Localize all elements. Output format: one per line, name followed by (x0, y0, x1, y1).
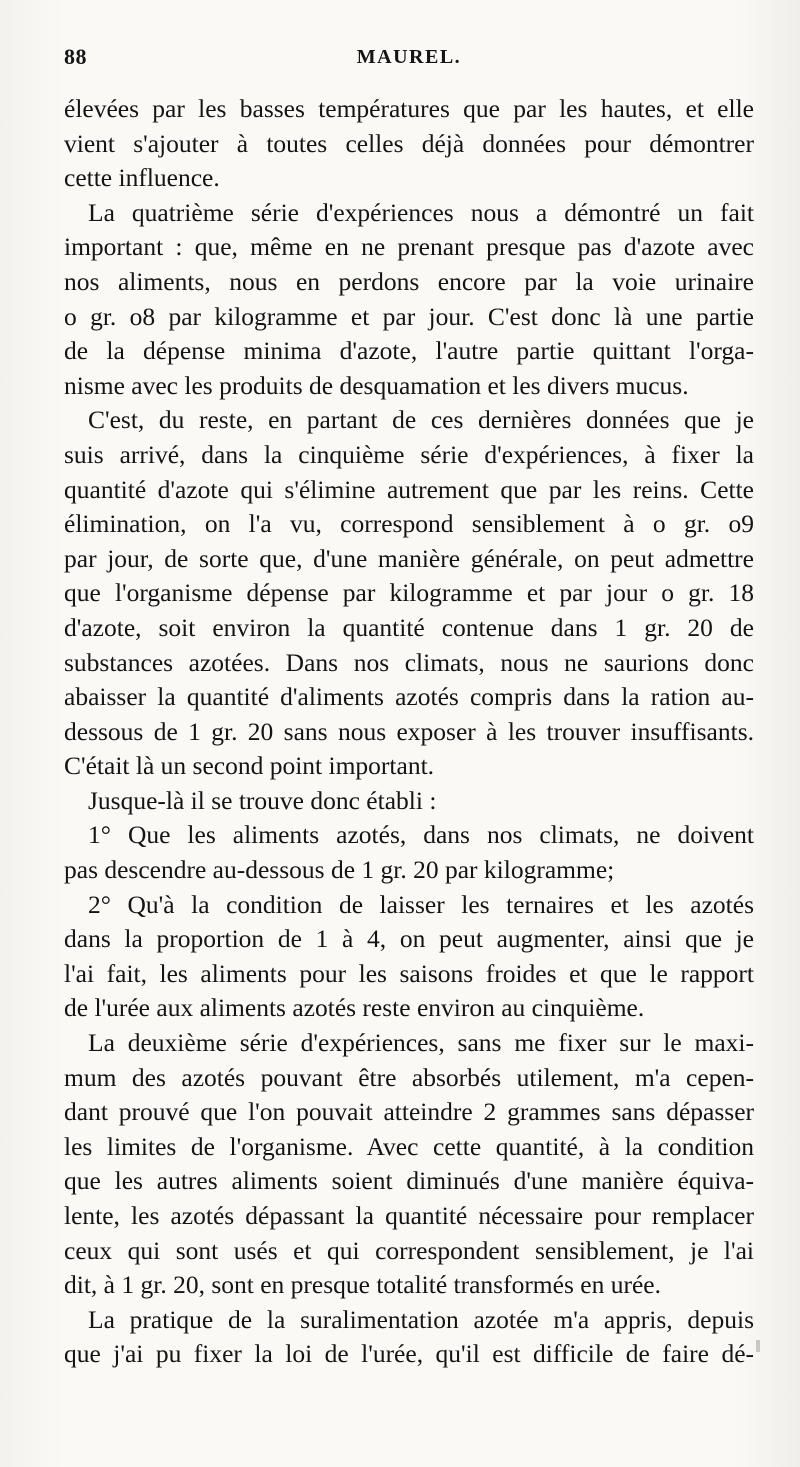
text-line: Jusque-là il se trouve donc établi : (88, 785, 437, 815)
text-line: suis arrivé, dans la cinquième série d'expériences, à fixer la (64, 439, 754, 469)
text-line: de la dépense minima d'azote, l'autre partie quittant l'orga- (64, 336, 754, 366)
text-line: élevées par les basses températures que par les hautes, et elle (64, 94, 754, 123)
text-line: élimination, on l'a vu, correspond sensiblement à o gr. o9 (64, 509, 754, 539)
text-line: l'ai fait, les aliments pour les saisons froides et que le rapport (64, 958, 754, 988)
text-line: La deuxième série d'expériences, sans me fixer sur le maxi- (88, 1028, 754, 1058)
text-line: important : que, même en ne prenant presque pas d'azote avec (64, 232, 754, 262)
text-line: mum des azotés pouvant être absorbés utilement, m'a cepen- (64, 1062, 754, 1092)
text-line: C'est, du reste, en partant de ces dernières données que je (88, 405, 754, 435)
text-line: de l'urée aux aliments azotés reste environ au cinquième. (64, 993, 645, 1023)
running-head: MAUREL. (356, 46, 462, 68)
text-line: La quatrième série d'expériences nous a démontré un fait (88, 197, 754, 227)
text-line: que les autres aliments soient diminués d'une manière équiva- (64, 1166, 754, 1196)
text-line: dans la proportion de 1 à 4, on peut augmenter, ainsi que je (64, 924, 754, 954)
text-line: 2° Qu'à la condition de laisser les ternaires et les azotés (88, 889, 754, 919)
text-line: dant prouvé que l'on pouvait atteindre 2 grammes sans dépasser (64, 1097, 754, 1127)
text-line: les limites de l'organisme. Avec cette quantité, à la condition (64, 1131, 754, 1161)
text-line: vient s'ajouter à toutes celles déjà données pour démontrer (64, 128, 754, 158)
text-line: La pratique de la suralimentation azotée m'a appris, depuis (88, 1304, 754, 1334)
text-line: cette influence. (64, 163, 220, 193)
text-line: 1° Que les aliments azotés, dans nos climats, ne doivent (88, 820, 754, 850)
body-text (64, 92, 754, 1372)
text-line: nos aliments, nous en perdons encore par la voie urinaire (64, 266, 754, 296)
text-line: dit, à 1 gr. 20, sont en presque totalité transformés en urée. (64, 1270, 661, 1300)
text-line: nisme avec les produits de desquamation et les divers mucus. (64, 370, 689, 400)
text-line: substances azotées. Dans nos climats, nous ne saurions donc (64, 647, 754, 677)
text-line: o gr. o8 par kilogramme et par jour. C'est donc là une partie (64, 301, 754, 331)
text-line: pas descendre au-dessous de 1 gr. 20 par kilogramme; (64, 855, 615, 885)
text-line: C'était là un second point important. (64, 751, 435, 781)
text-line: quantité d'azote qui s'élimine autrement que par les reins. Cette (64, 474, 754, 504)
text-line: que l'organisme dépense par kilogramme et par jour o gr. 18 (64, 578, 754, 608)
text-line: par jour, de sorte que, d'une manière générale, on peut admettre (64, 543, 754, 573)
text-line: abaisser la quantité d'aliments azotés compris dans la ration au- (64, 682, 754, 712)
text-line: ceux qui sont usés et qui correspondent sensiblement, je l'ai (64, 1235, 754, 1265)
paper-speck (756, 1340, 760, 1352)
text-line: d'azote, soit environ la quantité contenue dans 1 gr. 20 de (64, 612, 754, 642)
text-line: que j'ai pu fixer la loi de l'urée, qu'il est difficile de faire dé- (64, 1339, 754, 1369)
text-line: dessous de 1 gr. 20 sans nous exposer à les trouver insuffisants. (64, 716, 754, 746)
text-line: lente, les azotés dépassant la quantité nécessaire pour remplacer (64, 1201, 754, 1230)
page-header (64, 44, 754, 84)
page-number: 88 (64, 44, 87, 69)
